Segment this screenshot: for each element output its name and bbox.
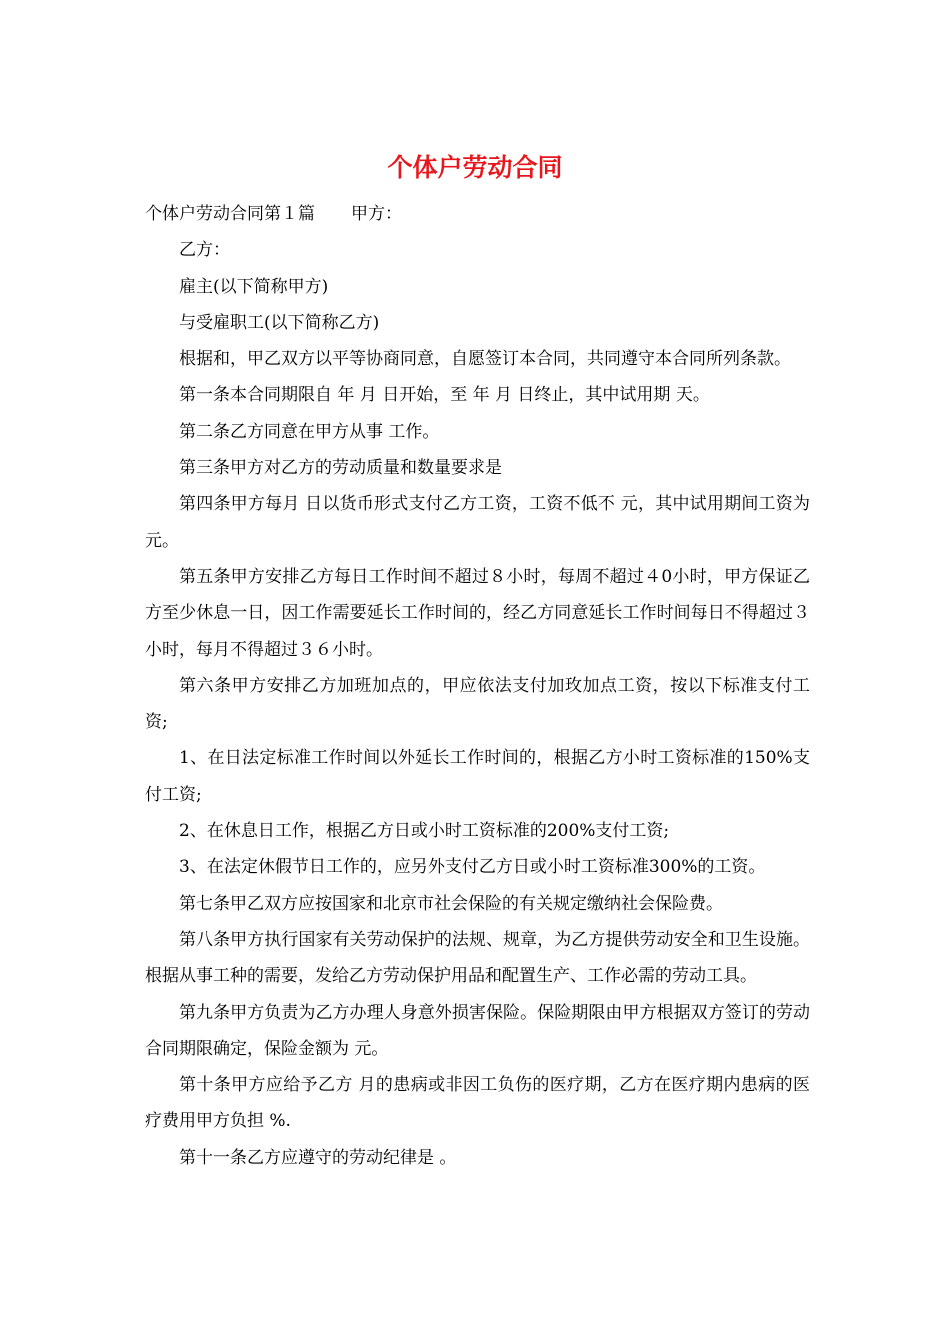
clause-6-item-3: 3、在法定休假节日工作的，应另外支付乙方日或小时工资标准300%的工资。 [179, 857, 766, 878]
clause-10: 第十条甲方应给予乙方 月的患病或非因工负伤的医疗期，乙方在医疗期内患病的医疗费用甲方负担 %. [145, 1075, 810, 1132]
document-body [145, 196, 810, 1176]
party-a-label: 甲方： [351, 204, 402, 224]
clause-4: 第四条甲方每月 日以货币形式支付乙方工资，工资不低不 元，其中试用期间工资为 元。 [145, 494, 810, 551]
paragraph-employee: 与受雇职工(以下简称乙方) [179, 312, 380, 333]
clause-6: 第六条甲方安排乙方加班加点的，甲应依法支付加玫加点工资，按以下标准支付工资; [145, 675, 810, 733]
clause-6-item-1: 1、在日法定标准工作时间以外延长工作时间的，根据乙方小时工资标准的150%支付工资; [145, 748, 810, 805]
clause-8: 第八条甲方执行国家有关劳动保护的法规、规章，为乙方提供劳动安全和卫生设施。根据从事工种的需要，发给乙方劳动保护用品和配置生产、工作必需的劳动工具。 [145, 929, 810, 987]
clause-6-item-2: 2、在休息日工作，根据乙方日或小时工资标准的200%支付工资; [179, 821, 670, 842]
clause-5: 第五条甲方安排乙方每日工作时间不超过８小时，每周不超过４0小时，甲方保证乙方至少休息一日，因工作需要延长工作时间的，经乙方同意延长工作时间每日不得超过３小时，每月不得超过３６小时。 [145, 566, 810, 660]
document-title: 个体户劳动合同 [387, 153, 563, 182]
intro-line [145, 196, 810, 232]
clause-9: 第九条甲方负责为乙方办理人身意外损害保险。保险期限由甲方根据双方签订的劳动合同期限确定，保险金额为 元。 [145, 1002, 810, 1059]
clause-2: 第二条乙方同意在甲方从事 工作。 [179, 421, 440, 442]
contract-heading: 个体户劳动合同第１篇 [145, 204, 315, 224]
clause-1: 第一条本合同期限自 年 月 日开始，至 年 月 日终止，其中试用期 天。 [179, 385, 710, 406]
paragraph-party-b: 乙方： [179, 240, 230, 261]
clause-11: 第十一条乙方应遵守的劳动纪律是 。 [179, 1147, 457, 1168]
clause-3: 第三条甲方对乙方的劳动质量和数量要求是 [179, 458, 502, 479]
paragraph-preamble: 根据和，甲乙双方以平等协商同意，自愿签订本合同，共同遵守本合同所列条款。 [179, 349, 791, 370]
paragraph-employer: 雇主(以下简称甲方) [179, 276, 329, 297]
clause-7: 第七条甲乙双方应按国家和北京市社会保险的有关规定缴纳社会保险费。 [179, 893, 723, 914]
